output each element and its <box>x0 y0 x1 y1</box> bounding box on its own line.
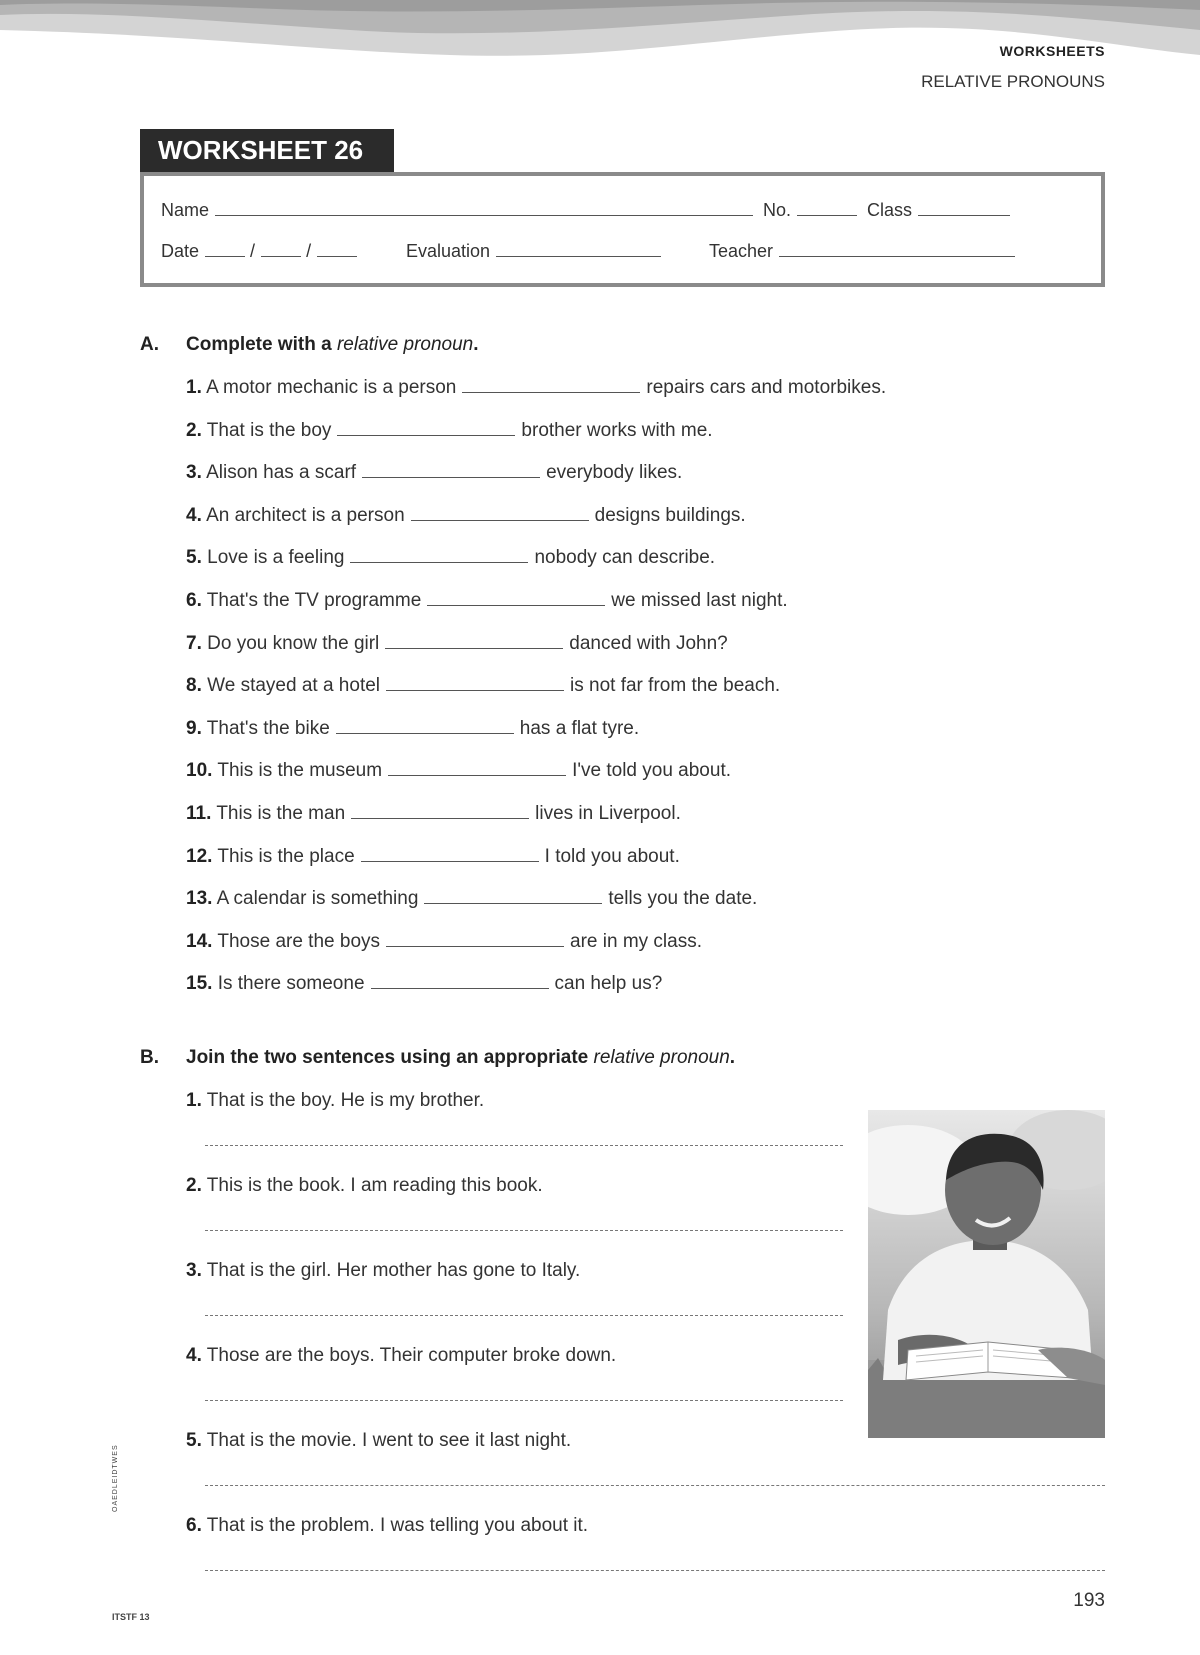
item-text-after: tells you the date. <box>608 888 758 910</box>
class-line <box>918 201 1010 216</box>
boy-reading-photo <box>868 1110 1105 1438</box>
exercise-b-item <box>186 1090 484 1112</box>
exercise-a-item <box>186 760 731 782</box>
page-number: 193 <box>1073 1590 1105 1611</box>
date-label: Date <box>161 241 200 261</box>
exercise-a-item <box>186 633 728 655</box>
item-text-after: designs buildings. <box>594 504 746 526</box>
answer-line[interactable] <box>205 1145 843 1146</box>
section-a-letter: A. <box>140 334 159 355</box>
item-text-before: Alison has a scarf <box>206 462 357 484</box>
exercise-a-item <box>186 973 662 995</box>
item-number: 14. <box>186 930 213 952</box>
date-year-line <box>317 242 357 257</box>
item-text-after: brother works with me. <box>521 419 713 441</box>
exercise-a-item <box>186 803 681 825</box>
item-number: 8. <box>186 675 202 697</box>
item-text-before: Is there someone <box>217 973 365 995</box>
answer-blank[interactable] <box>351 803 529 819</box>
item-number: 2. <box>186 419 202 441</box>
item-text-before: That is the boy <box>206 419 332 441</box>
exercise-a-item <box>186 547 715 569</box>
answer-blank[interactable] <box>336 718 514 734</box>
item-number: 5. <box>186 1430 202 1451</box>
answer-blank[interactable] <box>386 931 564 947</box>
item-text-before: An architect is a person <box>206 504 405 526</box>
section-b-letter: B. <box>140 1047 159 1068</box>
date-month-line <box>261 242 301 257</box>
evaluation-label: Evaluation <box>406 241 491 261</box>
item-text-after: I've told you about. <box>572 760 731 782</box>
answer-blank[interactable] <box>385 633 563 649</box>
exercise-a-item <box>186 846 680 868</box>
item-text-after: is not far from the beach. <box>570 675 781 697</box>
exercise-b-item <box>186 1345 616 1367</box>
answer-blank[interactable] <box>350 547 528 563</box>
item-number: 6. <box>186 1515 202 1536</box>
item-number: 2. <box>186 1175 202 1196</box>
item-number: 9. <box>186 717 202 739</box>
number-label: No. <box>763 200 792 220</box>
answer-line[interactable] <box>205 1315 843 1316</box>
answer-line[interactable] <box>205 1570 1105 1571</box>
exercise-b-item <box>186 1175 543 1197</box>
item-text-before: This is the man <box>216 803 346 824</box>
item-number: 15. <box>186 973 213 995</box>
header-subtitle: RELATIVE PRONOUNS <box>921 72 1105 91</box>
item-text-after: I told you about. <box>544 845 680 867</box>
exercise-a-item <box>186 505 746 527</box>
exercise-a-item <box>186 590 788 612</box>
item-text-after: repairs cars and motorbikes. <box>646 377 887 398</box>
item-text-after: lives in Liverpool. <box>535 803 681 824</box>
item-number: 4. <box>186 504 202 526</box>
item-text-before: That's the TV programme <box>206 590 422 611</box>
exercise-b-item <box>186 1260 580 1282</box>
student-info-box <box>140 172 1105 287</box>
name-label: Name <box>161 200 210 220</box>
answer-blank[interactable] <box>361 846 539 862</box>
answer-blank[interactable] <box>386 675 564 691</box>
section-a-instruction-text: Complete with a <box>186 334 332 355</box>
section-b-instruction-emphasis: relative pronoun <box>593 1047 730 1068</box>
name-field[interactable] <box>161 200 753 221</box>
item-number: 7. <box>186 632 202 654</box>
item-number: 12. <box>186 845 213 867</box>
item-number: 4. <box>186 1345 202 1366</box>
number-field[interactable] <box>763 200 857 221</box>
name-line <box>215 201 753 216</box>
section-b-instruction <box>186 1047 735 1069</box>
answer-line[interactable] <box>205 1400 843 1401</box>
item-text-before: We stayed at a hotel <box>207 675 381 697</box>
exercise-a-item <box>186 675 780 697</box>
section-b-instruction-end: . <box>729 1047 736 1068</box>
item-number: 10. <box>186 760 213 782</box>
item-text-before: That's the bike <box>206 717 330 739</box>
side-code: OAEDLEIDTWES <box>112 1444 119 1512</box>
item-number: 6. <box>186 590 202 611</box>
item-text-after: danced with John? <box>569 632 728 654</box>
answer-blank[interactable] <box>427 590 605 606</box>
item-text-after: are in my class. <box>570 930 702 952</box>
answer-blank[interactable] <box>411 505 589 521</box>
section-b-instruction-text: Join the two sentences using an appropriate <box>186 1047 589 1068</box>
item-sentence: That is the boy. He is my brother. <box>206 1090 485 1111</box>
item-number: 1. <box>186 377 202 398</box>
item-text-after: can help us? <box>554 973 663 995</box>
teacher-line <box>779 242 1015 257</box>
exercise-a-item <box>186 420 713 442</box>
item-sentence: This is the book. I am reading this book. <box>206 1175 543 1196</box>
date-separator: / <box>306 241 312 261</box>
date-separator: / <box>250 241 256 261</box>
answer-blank[interactable] <box>371 973 549 989</box>
exercise-b-item <box>186 1515 588 1537</box>
answer-line[interactable] <box>205 1485 1105 1486</box>
answer-blank[interactable] <box>337 420 515 436</box>
item-text-after: nobody can describe. <box>534 547 716 569</box>
header-kicker: WORKSHEETS <box>999 43 1105 59</box>
teacher-label: Teacher <box>709 241 774 261</box>
item-text-before: Do you know the girl <box>207 632 380 654</box>
item-text-after: we missed last night. <box>611 590 788 611</box>
answer-blank[interactable] <box>462 377 640 393</box>
section-a-instruction-end: . <box>473 334 479 355</box>
item-text-before: Those are the boys <box>217 930 381 952</box>
item-text-after: everybody likes. <box>546 462 683 484</box>
exercise-a-item <box>186 377 886 399</box>
answer-blank[interactable] <box>388 760 566 776</box>
item-text-before: Love is a feeling <box>207 547 345 569</box>
date-day-line <box>205 242 245 257</box>
class-field[interactable] <box>867 200 1010 221</box>
item-number: 5. <box>186 547 202 569</box>
teacher-field[interactable] <box>709 241 1015 262</box>
worksheet-title: WORKSHEET 26 <box>140 129 394 172</box>
item-number: 1. <box>186 1090 202 1111</box>
exercise-b-item <box>186 1430 571 1452</box>
item-text-after: has a flat tyre. <box>519 717 640 739</box>
section-a-instruction-emphasis: relative pronoun <box>336 334 474 355</box>
class-label: Class <box>867 200 913 220</box>
answer-blank[interactable] <box>424 888 602 904</box>
item-number: 11. <box>186 803 212 824</box>
item-text-before: This is the place <box>217 845 355 867</box>
item-sentence: That is the movie. I went to see it last night. <box>206 1430 572 1451</box>
item-number: 3. <box>186 1260 202 1281</box>
item-number: 3. <box>186 462 202 484</box>
answer-blank[interactable] <box>362 462 540 478</box>
item-text-before: A motor mechanic is a person <box>206 377 457 398</box>
item-text-before: This is the museum <box>217 760 383 782</box>
item-number: 13. <box>186 888 213 910</box>
item-text-before: A calendar is something <box>216 888 419 910</box>
exercise-a-item <box>186 718 639 740</box>
date-field[interactable] <box>161 241 357 262</box>
footer-code: ITSTF 13 <box>112 1612 150 1622</box>
exercise-a-item <box>186 462 682 484</box>
exercise-a-item <box>186 888 757 910</box>
item-sentence: Those are the boys. Their computer broke down. <box>206 1345 617 1366</box>
evaluation-field[interactable] <box>406 241 661 262</box>
section-a-instruction <box>186 334 479 356</box>
item-sentence: That is the girl. Her mother has gone to Italy. <box>206 1260 581 1281</box>
evaluation-line <box>496 242 661 257</box>
exercise-a-item <box>186 931 702 953</box>
answer-line[interactable] <box>205 1230 843 1231</box>
number-line <box>797 201 857 216</box>
item-sentence: That is the problem. I was telling you about it. <box>206 1515 589 1536</box>
